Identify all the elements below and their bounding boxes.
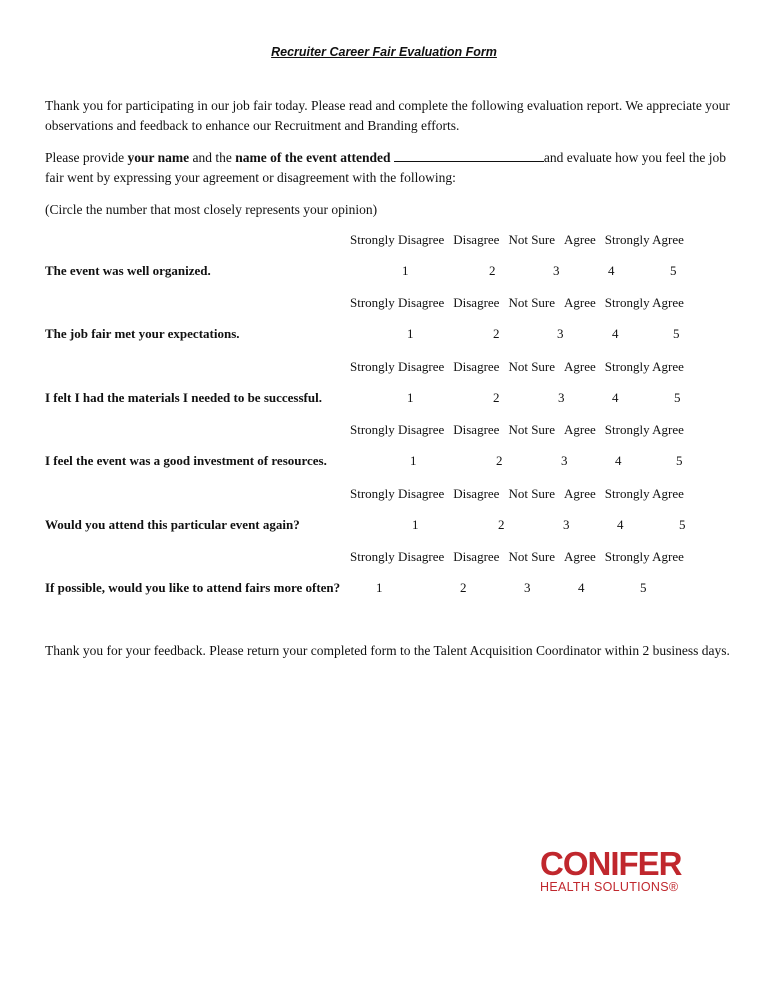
scale-label: Not Sure <box>508 549 556 564</box>
rating-option[interactable]: 1 <box>410 453 417 468</box>
rating-option[interactable]: 4 <box>612 390 619 405</box>
scale-label: Disagree <box>453 359 500 374</box>
rating-option[interactable]: 1 <box>376 580 383 595</box>
question-label: If possible, would you like to attend fairs more often? <box>45 580 341 595</box>
rating-option[interactable]: 5 <box>670 263 677 278</box>
scale-label: Strongly Disagree <box>350 486 445 501</box>
rating-option[interactable]: 5 <box>673 326 680 341</box>
scale-labels-row <box>350 232 684 248</box>
rating-option[interactable]: 5 <box>679 517 686 532</box>
rating-option[interactable]: 2 <box>498 517 505 532</box>
rating-option[interactable]: 2 <box>496 453 503 468</box>
scale-label: Disagree <box>453 232 500 247</box>
scale-labels-row <box>350 422 684 438</box>
scale-label: Disagree <box>453 422 500 437</box>
rating-option[interactable]: 5 <box>676 453 683 468</box>
scale-label: Strongly Disagree <box>350 295 445 310</box>
question-label: The job fair met your expectations. <box>45 326 240 341</box>
scale-label: Not Sure <box>508 422 556 437</box>
scale-label: Strongly Disagree <box>350 359 445 374</box>
scale-label: Strongly Agree <box>604 359 684 374</box>
scale-label: Agree <box>564 486 596 501</box>
rating-option[interactable]: 2 <box>460 580 467 595</box>
scale-labels-row <box>350 486 684 502</box>
rating-option[interactable]: 4 <box>578 580 585 595</box>
logo-tagline: HEALTH SOLUTIONS® <box>540 880 679 894</box>
scale-label: Disagree <box>453 486 500 501</box>
scale-label: Agree <box>564 549 596 564</box>
rating-option[interactable]: 1 <box>407 326 414 341</box>
instructions-text-2: and the <box>189 150 236 165</box>
rating-option[interactable]: 3 <box>558 390 565 405</box>
scale-labels-row <box>350 549 684 565</box>
scale-label: Disagree <box>453 549 500 564</box>
rating-option[interactable]: 1 <box>407 390 414 405</box>
rating-option[interactable]: 1 <box>402 263 409 278</box>
rating-option[interactable]: 5 <box>674 390 681 405</box>
scale-label: Strongly Agree <box>604 295 684 310</box>
rating-option[interactable]: 3 <box>561 453 568 468</box>
rating-option[interactable]: 3 <box>563 517 570 532</box>
rating-option[interactable]: 3 <box>553 263 560 278</box>
scale-label: Strongly Agree <box>604 486 684 501</box>
scale-label: Not Sure <box>508 486 556 501</box>
rating-option[interactable]: 2 <box>493 390 500 405</box>
scale-labels-row <box>350 295 684 311</box>
scale-label: Agree <box>564 422 596 437</box>
scale-label: Strongly Agree <box>604 232 684 247</box>
scale-label: Strongly Disagree <box>350 232 445 247</box>
scale-label: Agree <box>564 359 596 374</box>
scale-label: Agree <box>564 295 596 310</box>
rating-option[interactable]: 5 <box>640 580 647 595</box>
logo-wordmark: CONIFER <box>540 845 682 882</box>
form-title: Recruiter Career Fair Evaluation Form <box>271 45 497 59</box>
scale-label: Strongly Disagree <box>350 549 445 564</box>
question-label: I feel the event was a good investment of resources. <box>45 453 327 468</box>
instructions-text-1: Please provide <box>45 150 128 165</box>
question-label: The event was well organized. <box>45 263 211 278</box>
rating-option[interactable]: 4 <box>615 453 622 468</box>
rating-option[interactable]: 2 <box>493 326 500 341</box>
rating-option[interactable]: 4 <box>612 326 619 341</box>
instructions-bold-name: your name <box>127 150 190 165</box>
intro-paragraph: Thank you for participating in our job fair today. Please read and complete the following evaluation report. We appreciate your observations and feedback to enhance our Recruitment and Branding efforts. <box>45 98 730 133</box>
closing-paragraph: Thank you for your feedback. Please return your completed form to the Talent Acquisition Coordinator within 2 business days. <box>45 643 730 658</box>
rating-option[interactable]: 2 <box>489 263 496 278</box>
circle-instruction: (Circle the number that most closely represents your opinion) <box>45 202 378 217</box>
rating-option[interactable]: 4 <box>617 517 624 532</box>
scale-label: Strongly Disagree <box>350 422 445 437</box>
scale-label: Disagree <box>453 295 500 310</box>
scale-label: Not Sure <box>508 295 556 310</box>
rating-option[interactable]: 1 <box>412 517 419 532</box>
scale-label: Not Sure <box>508 232 556 247</box>
scale-label: Strongly Agree <box>604 549 684 564</box>
instructions-text-3: and evaluate how you feel the job fair went by expressing your agreement or disagreement with the following: <box>45 150 727 185</box>
rating-option[interactable]: 3 <box>524 580 531 595</box>
rating-option[interactable]: 3 <box>557 326 564 341</box>
scale-label: Agree <box>564 232 596 247</box>
event-name-blank[interactable] <box>394 148 544 162</box>
rating-option[interactable]: 4 <box>608 263 615 278</box>
instructions-paragraph <box>45 148 735 188</box>
question-label: I felt I had the materials I needed to be successful. <box>45 390 322 405</box>
instructions-bold-event: name of the event attended <box>235 150 391 165</box>
question-label: Would you attend this particular event again? <box>45 517 300 532</box>
scale-label: Not Sure <box>508 359 556 374</box>
conifer-logo <box>540 845 730 894</box>
scale-label: Strongly Agree <box>604 422 684 437</box>
scale-labels-row <box>350 359 684 375</box>
